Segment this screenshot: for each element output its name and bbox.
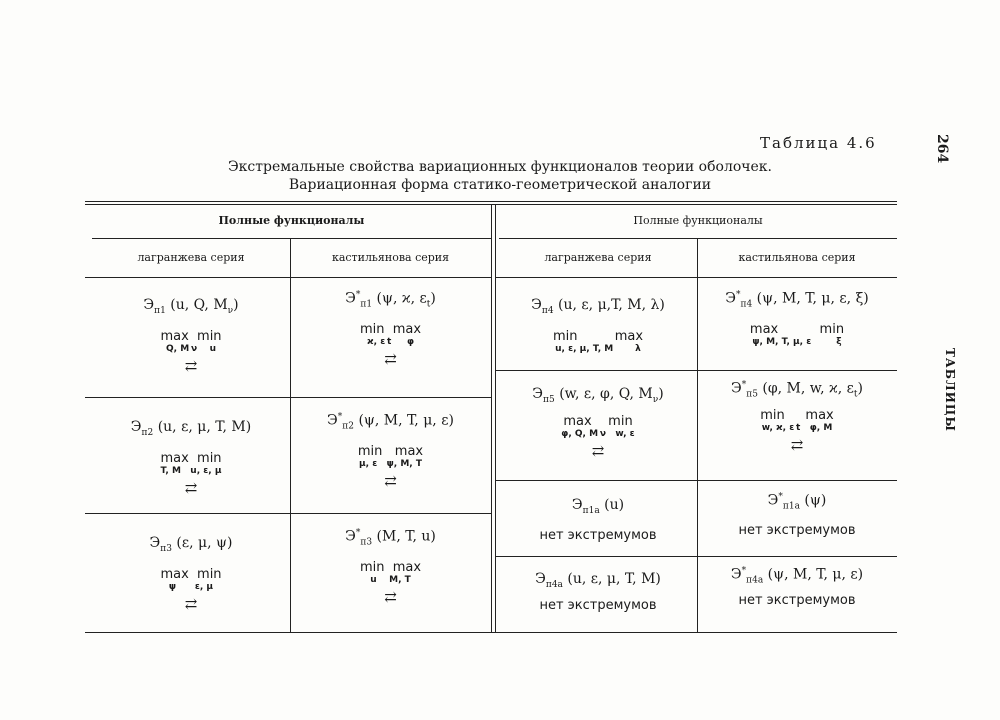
extremum-variables: Q, M ν u [165, 343, 217, 354]
duality-arrows-icon: ⇄ [384, 588, 397, 607]
table-cell [290, 290, 491, 369]
extremum-variables: u, ε, μ, T, M λ [555, 343, 641, 354]
table-cell [92, 535, 290, 611]
left-group-header: Полные функционалы [218, 214, 365, 227]
extremum-operators: min max [359, 322, 422, 338]
no-extremum-note: нет экстремумов [738, 593, 856, 609]
caption-line-2: Вариационная форма статико-геометрической аналогии [288, 177, 712, 193]
extremum-variables: ϰ, ε t φ [366, 337, 415, 348]
extremum-operators: max min [160, 328, 222, 344]
extremum-operators: max min [160, 566, 222, 582]
extremum-operators: max min [749, 322, 845, 338]
table-cell [499, 386, 697, 458]
table-cell [697, 492, 897, 538]
functional-name: $Э^*_{п4}$ (ψ, M, T, μ, ε, ξ) [725, 290, 869, 310]
duality-arrows-icon: ⇄ [384, 350, 397, 369]
table-cell [697, 290, 897, 347]
extremum-variables: u M, T [370, 575, 411, 586]
extremum-operators: min max [357, 444, 424, 460]
table-cell [697, 380, 897, 455]
duality-arrows-icon: ⇄ [790, 436, 804, 455]
duality-arrows-icon: ⇄ [591, 441, 605, 460]
functional-name: $Э^*_{п1}$ (ψ, ϰ, $\varepsilon_t$) [345, 290, 436, 310]
table-cell [499, 297, 697, 354]
functional-name: $Э^*_{п2}$ (ψ, M, T, μ, ε) [327, 412, 454, 432]
table-cell [92, 419, 290, 495]
extremum-variables: T, M u, ε, μ [160, 465, 222, 476]
page-number: 264 [934, 134, 950, 164]
duality-arrows-icon: ⇄ [384, 472, 397, 491]
functional-name: $Э^*_{п4а}$ (ψ, M, T, μ, ε) [730, 566, 864, 586]
functional-name: $Э_{п5}$ (w, ε, φ, Q, $M_\nu$) [532, 386, 664, 405]
left-col-castigliano-header: кастильянова серия [331, 251, 450, 264]
extremum-operators: min max [760, 408, 834, 424]
table-cell [499, 571, 697, 613]
caption-line-1: Экстремальные свойства вариационных функционалов теории оболочек. [227, 159, 773, 175]
duality-arrows-icon: ⇄ [184, 478, 198, 497]
extremum-operators: min max [359, 560, 422, 576]
extremum-variables: φ, Q, M ν w, ε [561, 428, 635, 439]
duality-arrows-icon: ⇄ [184, 356, 198, 375]
extremum-operators: max min [160, 450, 222, 466]
table-cell [92, 297, 290, 373]
functional-name: $Э_{п2}$ (u, ε, μ, T, M) [130, 419, 252, 438]
table-cell [697, 566, 897, 608]
right-col-castigliano-header: кастильянова серия [738, 251, 856, 264]
functional-name: $Э_{п4а}$ (u, ε, μ, T, M) [535, 571, 661, 590]
extremum-operators: max min [563, 413, 633, 429]
no-extremum-note: нет экстремумов [539, 597, 657, 613]
table-cell [499, 497, 697, 543]
extremum-variables: μ, ε ψ, M, T [359, 459, 422, 470]
functional-name: $Э_{п1}$ (u, Q, $M_\nu$) [143, 297, 239, 316]
no-extremum-note: нет экстремумов [539, 527, 657, 543]
duality-arrows-icon: ⇄ [184, 594, 198, 613]
right-col-lagrange-header: лагранжева серия [544, 251, 652, 264]
functional-name: $Э^*_{п1а}$ (ψ) [767, 492, 827, 512]
no-extremum-note: нет экстремумов [738, 523, 856, 539]
section-side-label: ТАБЛИЦЫ [943, 348, 957, 432]
table-cell [290, 528, 491, 607]
table-caption [210, 158, 790, 194]
extremum-variables: ψ ε, μ [168, 581, 214, 592]
extremum-variables: w, ϰ, ε t φ, M [761, 423, 833, 434]
extremum-variables: ψ, M, T, μ, ε ξ [752, 337, 842, 348]
functional-name: $Э^*_{п3}$ (M, T, u) [345, 528, 436, 548]
left-col-lagrange-header: лагранжева серия [137, 251, 245, 264]
table-number: Таблица 4.6 [760, 134, 877, 152]
functional-name: $Э_{п4}$ (u, ε, μ,T, M, λ) [531, 297, 665, 316]
functional-name: $Э^*_{п5}$ (φ, M, w, ϰ, $\varepsilon_t$) [730, 380, 863, 400]
functional-name: $Э_{п3}$ (ε, μ, ψ) [149, 535, 233, 554]
extremum-operators: min max [552, 328, 644, 344]
table-cell [290, 412, 491, 491]
functional-name: $Э_{п1а}$ (u) [571, 497, 625, 516]
right-group-header: Полные функционалы [633, 214, 763, 227]
